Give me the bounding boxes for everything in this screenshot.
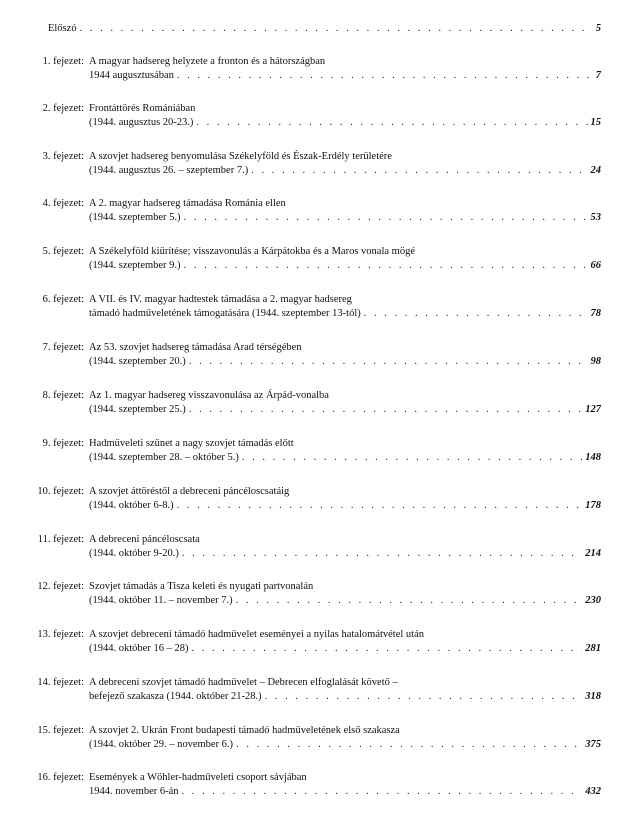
chapter-label: 7. fejezet: <box>42 342 84 353</box>
toc-entry-body <box>48 22 601 36</box>
dot-leader <box>189 355 588 369</box>
toc-entry-leader-line <box>89 307 601 321</box>
dot-leader <box>191 642 582 656</box>
toc-entry-body <box>89 485 601 513</box>
chapter-label: 3. fejezet: <box>42 151 84 162</box>
toc-entry-leader-line <box>89 594 601 608</box>
toc-entry-page-number: 5 <box>595 23 601 34</box>
dot-leader <box>189 403 582 417</box>
toc-entry-leader-line <box>89 116 601 130</box>
toc-entry-title: A VII. és IV. magyar hadtestek támadása a 2. magyar hadsereg <box>89 294 352 305</box>
dot-leader <box>236 594 583 608</box>
dot-leader <box>182 547 582 561</box>
toc-entry-title: A Székelyföld kiürítése; visszavonulás a Kárpátokba és a Maros vonala mögé <box>89 246 415 257</box>
toc-entry-leader-line <box>89 690 601 704</box>
chapter-label: 10. fejezet: <box>37 486 84 497</box>
dot-leader <box>177 499 583 513</box>
toc-entry-title: Események a Wöhler-hadműveleti csoport sávjában <box>89 772 307 783</box>
toc-entry-body <box>89 628 601 656</box>
toc-entry-title-continuation: (1944. augusztus 20-23.) <box>89 117 194 128</box>
toc-entry-page-number: 66 <box>590 260 601 271</box>
toc-entry-body <box>89 724 601 752</box>
toc-entry-title: Hadműveleti szünet a nagy szovjet támadás előtt <box>89 438 294 449</box>
toc-entry-title: A debreceni szovjet támadó hadművelet – Debrecen elfoglalását követő – <box>89 677 398 688</box>
toc-entry-title-continuation: (1944. október 6-8.) <box>89 500 174 511</box>
chapter-label: 14. fejezet: <box>37 677 84 688</box>
toc-entry-page-number: 432 <box>585 786 601 797</box>
dot-leader <box>364 307 588 321</box>
toc-entry-page-number: 53 <box>590 212 601 223</box>
toc-entry-leader-line <box>89 355 601 369</box>
toc-entry-page-number: 7 <box>595 70 601 81</box>
toc-entry-title-continuation: befejező szakasza (1944. október 21-28.) <box>89 691 262 702</box>
chapter-label: 8. fejezet: <box>42 390 84 401</box>
toc-entry-body <box>89 389 601 417</box>
toc-entry-title-continuation: (1944. október 9-20.) <box>89 548 179 559</box>
dot-leader <box>80 22 593 36</box>
chapter-label: 12. fejezet: <box>37 581 84 592</box>
chapter-label: 2. fejezet: <box>42 103 84 114</box>
chapter-label: 16. fejezet: <box>37 772 84 783</box>
toc-entry-page-number: 178 <box>585 500 601 511</box>
dot-leader <box>184 259 588 273</box>
toc-entry-body <box>89 580 601 608</box>
toc-entry-title-continuation: (1944. október 16 – 28) <box>89 643 189 654</box>
toc-entry-leader-line <box>48 22 601 36</box>
toc-entry-title-continuation: (1944. szeptember 5.) <box>89 212 181 223</box>
dot-leader <box>236 738 582 752</box>
dot-leader <box>265 690 583 704</box>
toc-entry-leader-line <box>89 451 601 465</box>
toc-entry-title-continuation: (1944. október 11. – november 7.) <box>89 595 233 606</box>
toc-entry-title: Szovjet támadás a Tisza keleti és nyugati partvonalán <box>89 581 314 592</box>
toc-entry-title-continuation: 1944. november 6-án <box>89 786 179 797</box>
toc-entry-title-continuation: (1944. augusztus 26. – szeptember 7.) <box>89 165 249 176</box>
toc-entry-page-number: 375 <box>585 739 601 750</box>
toc-entry-page-number: 24 <box>590 165 601 176</box>
chapter-label: 5. fejezet: <box>42 246 84 257</box>
toc-entry-leader-line <box>89 211 601 225</box>
toc-entry-leader-line <box>89 738 601 752</box>
toc-entry-leader-line <box>89 547 601 561</box>
dot-leader <box>242 451 582 465</box>
toc-entry-page-number: 230 <box>585 595 601 606</box>
toc-entry-leader-line <box>89 785 601 799</box>
toc-entry-page-number: 318 <box>585 691 601 702</box>
toc-entry-page-number: 127 <box>585 404 601 415</box>
toc-entry-page-number: 281 <box>585 643 601 654</box>
toc-entry-body <box>89 533 601 561</box>
toc-entry-title-continuation: (1944. szeptember 28. – október 5.) <box>89 452 239 463</box>
toc-entry-body <box>89 437 601 465</box>
toc-entry-title-continuation: 1944 augusztusában <box>89 70 174 81</box>
dot-leader <box>196 116 587 130</box>
toc-entry-body <box>89 676 601 704</box>
chapter-label: 15. fejezet: <box>37 725 84 736</box>
toc-entry-page-number: 98 <box>590 356 601 367</box>
dot-leader <box>182 785 583 799</box>
toc-entry-page-number: 15 <box>590 117 601 128</box>
toc-entry-page-number: 214 <box>585 548 601 559</box>
toc-entry-body <box>89 150 601 178</box>
toc-entry-page-number: 78 <box>590 308 601 319</box>
chapter-label: 11. fejezet: <box>37 534 84 545</box>
toc-entry-page-number: 148 <box>585 452 601 463</box>
toc-entry-leader-line <box>89 499 601 513</box>
toc-entry-body <box>89 102 601 130</box>
toc-entry-leader-line <box>89 164 601 178</box>
toc-entry-title: A magyar hadsereg helyzete a fronton és a hátországban <box>89 56 326 67</box>
dot-leader <box>251 164 587 178</box>
toc-entry-title: A szovjet hadsereg benyomulása Székelyföld és Észak-Erdély területére <box>89 151 392 162</box>
chapter-label: 13. fejezet: <box>37 629 84 640</box>
toc-entry-title: Az 53. szovjet hadsereg támadása Arad térségében <box>89 342 302 353</box>
toc-entry-title: Frontáttörés Romániában <box>89 103 196 114</box>
toc-entry-title-continuation: (1944. szeptember 25.) <box>89 404 186 415</box>
toc-entry-body <box>89 771 601 799</box>
dot-leader <box>177 69 593 83</box>
toc-entry-body <box>89 341 601 369</box>
toc-entry-title: Az 1. magyar hadsereg visszavonulása az Árpád-vonalba <box>89 390 329 401</box>
toc-entry-title-continuation: (1944. október 29. – november 6.) <box>89 739 234 750</box>
toc-entry-leader-line <box>89 259 601 273</box>
toc-entry-title: A 2. magyar hadsereg támadása Románia ellen <box>89 198 286 209</box>
chapter-label: 1. fejezet: <box>42 56 84 67</box>
toc-entry-leader-line <box>89 69 601 83</box>
toc-entry-body <box>89 55 601 83</box>
chapter-label: 4. fejezet: <box>42 198 84 209</box>
toc-entry-title: Előszó <box>48 23 77 34</box>
toc-entry-title-continuation: támadó hadműveletének támogatására (1944. szeptember 13-tól) <box>89 308 361 319</box>
chapter-label: 9. fejezet: <box>42 438 84 449</box>
toc-entry-title: A szovjet áttöréstől a debreceni páncéloscsatáig <box>89 486 290 497</box>
toc-entry-title: A szovjet debreceni támadó hadművelet eseményei a nyilas hatalomátvétel után <box>89 629 425 640</box>
toc-entry-body <box>89 245 601 273</box>
dot-leader <box>184 211 588 225</box>
toc-entry-title: A debreceni páncéloscsata <box>89 534 200 545</box>
toc-entry-body <box>89 197 601 225</box>
toc-entry-title-continuation: (1944. szeptember 20.) <box>89 356 186 367</box>
toc-entry-title: A szovjet 2. Ukrán Front budapesti támadó hadműveletének első szakasza <box>89 725 400 736</box>
toc-entry-leader-line <box>89 403 601 417</box>
toc-entry-title-continuation: (1944. szeptember 9.) <box>89 260 181 271</box>
toc-entry-body <box>89 293 601 321</box>
chapter-label: 6. fejezet: <box>42 294 84 305</box>
toc-entry-leader-line <box>89 642 601 656</box>
